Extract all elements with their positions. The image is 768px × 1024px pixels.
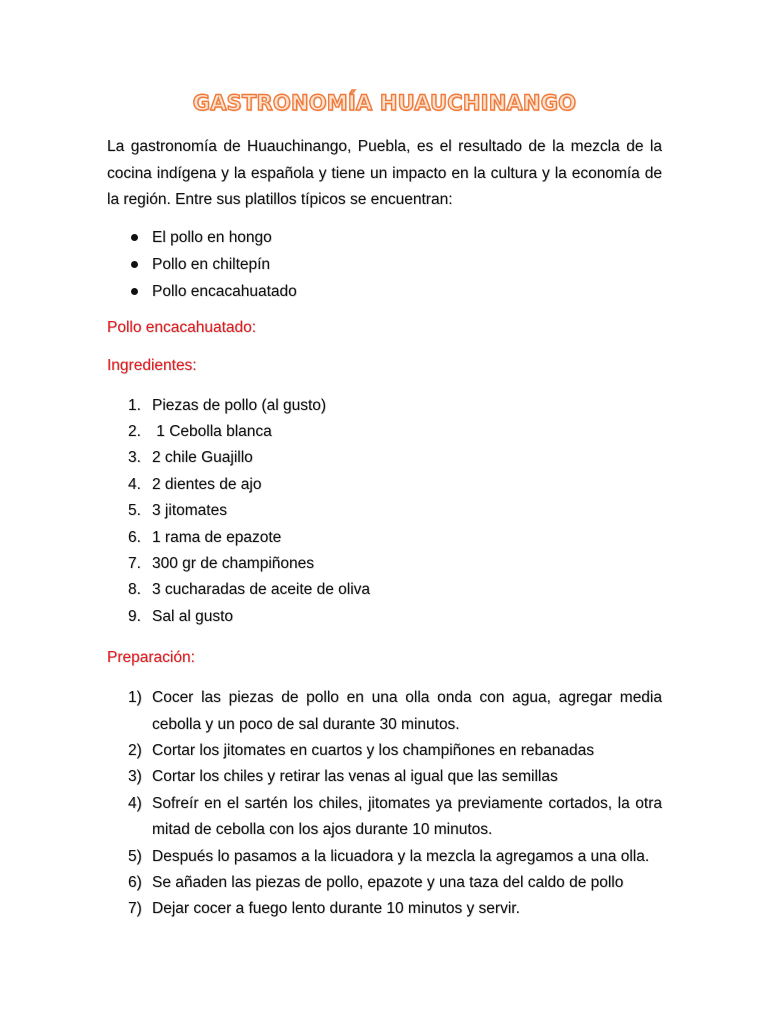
intro-paragraph: La gastronomía de Huauchinango, Puebla, es el resultado de la mezcla de la cocina indígena y la española y tiene un impacto en la cultura y la economía de la región. Entre sus platillos típicos se encuentran: (107, 138, 662, 208)
item-number: 2. (128, 422, 141, 440)
list-item (107, 278, 662, 305)
steps-list (107, 685, 662, 923)
list-item (107, 604, 662, 630)
ingredient-text: 1 rama de epazote (152, 528, 282, 546)
document-page (107, 88, 662, 923)
step-text: Se añaden las piezas de pollo, epazote y una taza del caldo de pollo (152, 874, 624, 891)
step-text: Cortar los jitomates en cuartos y los champiñones en rebanadas (152, 741, 594, 759)
bullet-icon (131, 234, 138, 241)
list-item (107, 685, 662, 738)
ingredients-heading: Ingredientes: (107, 356, 197, 374)
bullet-icon (131, 288, 138, 295)
list-item (107, 844, 662, 870)
step-number: 5) (128, 847, 142, 865)
step-number: 4) (128, 794, 142, 812)
dishes-list (107, 224, 662, 305)
list-item (107, 738, 662, 764)
list-item (107, 419, 662, 445)
item-number: 4. (128, 475, 141, 493)
item-number: 7. (128, 554, 141, 572)
ingredient-text: 300 gr de champiñones (152, 554, 315, 572)
dish-label: Pollo en chiltepín (152, 255, 271, 273)
ingredient-text: 3 jitomates (152, 502, 227, 520)
ingredient-text: 2 dientes de ajo (152, 475, 262, 493)
ingredients-list (107, 393, 662, 631)
step-number: 1) (128, 689, 142, 707)
ingredient-text: Piezas de pollo (al gusto) (152, 396, 327, 414)
ingredient-text: Sal al gusto (152, 607, 233, 625)
list-item (107, 577, 662, 603)
item-number: 5. (128, 502, 141, 520)
list-item (107, 498, 662, 524)
step-text: Después lo pasamos a la licuadora y la mezcla la agregamos a una olla. (152, 847, 650, 865)
list-item (107, 472, 662, 498)
step-number: 2) (128, 741, 142, 759)
dish-label: El pollo en hongo (152, 228, 272, 246)
step-text: Sofreír en el sartén los chiles, jitomates ya previamente cortados, la otra mitad de cebolla con los ajos durante 10 minutos. (152, 794, 662, 839)
item-number: 1. (128, 396, 141, 414)
step-number: 6) (128, 874, 142, 891)
list-item (107, 445, 662, 471)
list-item (107, 791, 662, 844)
list-item (107, 764, 662, 790)
list-item (107, 251, 662, 278)
step-text: Cocer las piezas de pollo en una olla onda con agua, agregar media cebolla y un poco de sal durante 30 minutos. (152, 689, 662, 733)
dish-label: Pollo encacahuatado (152, 282, 297, 300)
step-text: Cortar los chiles y retirar las venas al igual que las semillas (152, 768, 558, 786)
list-item (107, 525, 662, 551)
step-number: 7) (128, 900, 142, 918)
recipe-heading: Pollo encacahuatado: (107, 318, 257, 336)
item-number: 3. (128, 449, 141, 467)
item-number: 9. (128, 607, 141, 625)
bullet-icon (131, 261, 138, 268)
preparation-heading: Preparación: (107, 649, 195, 667)
step-text: Dejar cocer a fuego lento durante 10 minutos y servir. (152, 900, 520, 918)
item-number: 8. (128, 581, 141, 599)
list-item (107, 393, 662, 419)
list-item (107, 896, 662, 922)
ingredient-text: 3 cucharadas de aceite de oliva (152, 581, 371, 599)
list-item (107, 551, 662, 577)
list-item (107, 870, 662, 896)
document-title: GASTRONOMÍA HUAUCHINANGO (192, 91, 577, 115)
step-number: 3) (128, 768, 142, 786)
ingredient-text: 2 chile Guajillo (152, 449, 253, 467)
item-number: 6. (128, 528, 141, 546)
ingredient-text: 1 Cebolla blanca (152, 422, 272, 440)
list-item (107, 224, 662, 251)
